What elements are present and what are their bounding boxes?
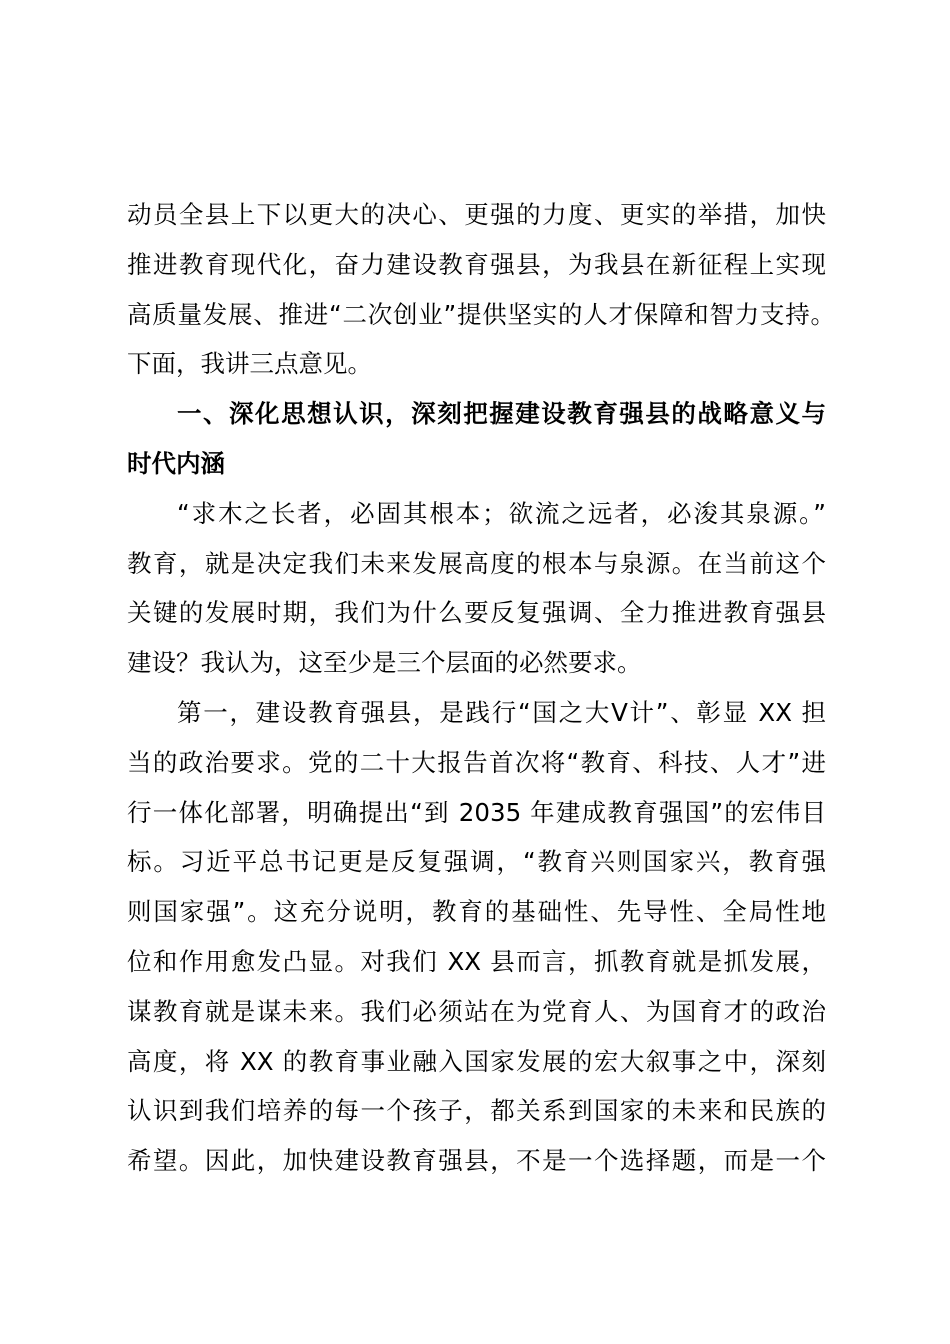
body-text-line: 推进教育现代化，奋力建设教育强县，为我县在新征程上实现 [127,249,826,279]
body-text-line: 教育，就是决定我们未来发展高度的根本与泉源。在当前这个 [127,548,826,578]
body-text-line: 当的政治要求。党的二十大报告首次将“教育、科技、人才”进 [127,747,826,777]
body-text-line: 高质量发展、推进“二次创业”提供坚实的人才保障和智力支持。 [127,299,835,329]
body-text-line: “求木之长者，必固其根本；欲流之远者，必浚其泉源。” [177,498,826,528]
body-text-line: 位和作用愈发凸显。对我们 XX 县而言，抓教育就是抓发展， [127,946,826,976]
body-text-line: 认识到我们培养的每一个孩子，都关系到国家的未来和民族的 [127,1096,826,1126]
body-text-line: 行一体化部署，明确提出“到 2035 年建成教育强国”的宏伟目 [127,797,826,827]
body-text-line: 关键的发展时期，我们为什么要反复强调、全力推进教育强县 [127,598,826,628]
body-text-line: 希望。因此，加快建设教育强县，不是一个选择题，而是一个 [127,1146,826,1176]
body-text-line: 下面，我讲三点意见。 [127,349,372,379]
section-heading: 一、深化思想认识，深刻把握建设教育强县的战略意义与 [177,399,826,429]
body-text-line: 高度，将 XX 的教育事业融入国家发展的宏大叙事之中，深刻 [127,1046,826,1076]
document-page [127,190,835,1186]
body-text-line: 则国家强”。这充分说明，教育的基础性、先导性、全局性地 [127,897,826,927]
body-text-line: 第一，建设教育强县，是践行“国之大Ⅴ计”、彰显 XX 担 [177,697,826,727]
body-text-line: 标。习近平总书记更是反复强调，“教育兴则国家兴，教育强 [127,847,826,877]
body-text-line: 谋教育就是谋未来。我们必须站在为党育人、为国育才的政治 [127,996,826,1026]
body-text-line: 建设？我认为，这至少是三个层面的必然要求。 [127,648,642,678]
body-text-line: 动员全县上下以更大的决心、更强的力度、更实的举措，加快 [127,200,826,229]
section-heading: 时代内涵 [127,448,225,478]
